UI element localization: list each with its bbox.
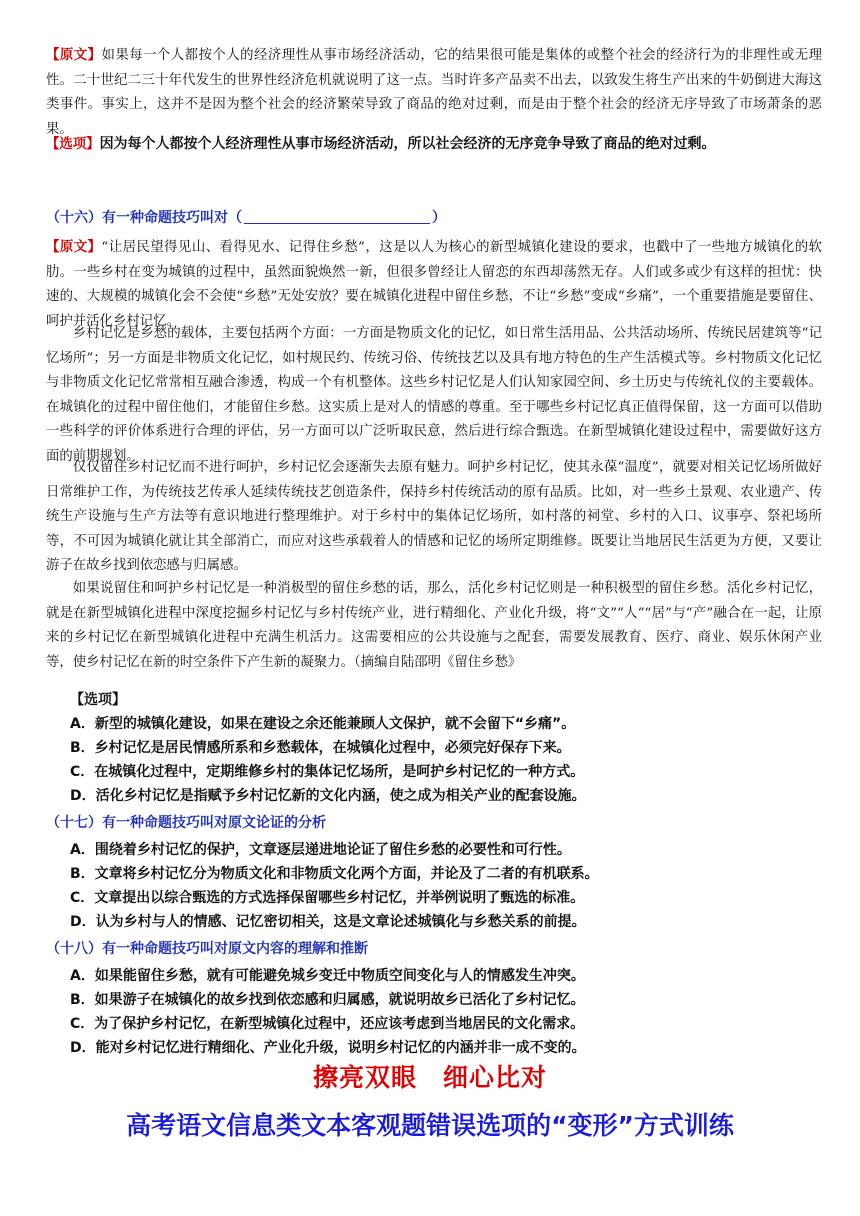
section-16-p3: 仅仅留住乡村记忆而不进行呵护，乡村记忆会逐渐失去原有魅力。呵护乡村记忆，使其永葆“温度”，就要对相关记忆场所做好日常维护工作，为传统技艺传承人延续传统技艺创造条件，保持乡村传统活动的原有品质。比如，对一些乡土景观、农业遗产、传统生产设施与生产方法等有意识地进行整理维护。对于乡村中的集体记忆场所，如村落的祠堂、乡村的入口、议事亭、祭祀场所等，不可因为城镇化就让其全部消亡，而应对这些承载着人的情感和记忆的场所定期维修。既要让当地居民生活更为方便，又要让游子在故乡找到依恋感与归属感。 (46, 460, 822, 574)
option-d: D．能对乡村记忆进行精细化、产业化升级，说明乡村记忆的内涵并非一成不变的。 (70, 1040, 586, 1056)
original-tag: 【原文】 (46, 240, 102, 255)
section-16-p4: 如果说留住和呵护乡村记忆是一种消极型的留住乡愁的话，那么，活化乡村记忆则是一种积极型的留住乡愁。活化乡村记忆，就是在新型城镇化进程中深度挖掘乡村记忆与乡村传统产业，进行精细化、产业化升级，将“文”“人”“居”与“产”融合在一起，让原来的乡村记忆在新型城镇化进程中充满生机活力。这需要相应的公共设施与之配套，需要发展教育、医疗、商业、娱乐休闲产业等，使乡村记忆在新的时空条件下产生新的凝聚力。（摘编自陆邵明《留住乡愁》 (46, 581, 822, 670)
paragraph-text: “让居民望得见山、看得见水、记得住乡愁”，这是以人为核心的新型城镇化建设的要求，也戳中了一些地方城镇化的软肋。一些乡村在变为城镇的过程中，虽然面貌焕然一新，但很多曾经让人留恋的东西却荡然无存。人们或多或少有这样的担忧：快速的、大规模的城镇化会不会使“乡愁”无处安放？要在城镇化进程中留住乡愁，不让“乡愁”变成“乡痛”，一个重要措施是要留住、呵护并活化乡村记忆。 (46, 240, 823, 329)
section-16-p1 (46, 236, 822, 334)
option-c: C．在城镇化过程中，定期维修乡村的集体记忆场所，是呵护乡村记忆的一种方式。 (70, 764, 585, 780)
option-tag: 【选项】 (46, 137, 100, 152)
option-text: 因为每个人都按个人经济理性从事市场经济活动，所以社会经济的无序竞争导致了商品的绝对过剩。 (99, 136, 716, 152)
option-a: A．如果能留住乡愁，就有可能避免城乡变迁中物质空间变化与人的情感发生冲突。 (70, 968, 585, 984)
section-16-heading (46, 207, 446, 229)
footer-title-blue: 高考语文信息类文本客观题错误选项的“变形”方式训练 (126, 1111, 734, 1140)
option-b: B．如果游子在城镇化的故乡找到依恋感和归属感，就说明故乡已活化了乡村记忆。 (70, 992, 585, 1008)
section-16-p2: 乡村记忆是乡愁的载体，主要包括两个方面：一方面是物质文化的记忆，如日常生活用品、公共活动场所、传统民居建筑等“记忆场所”；另一方面是非物质文化记忆，如村规民约、传统习俗、传统技艺以及具有地方特色的生产生活模式等。乡村物质文化记忆与非物质文化记忆常常相互融合渗透，构成一个有机整体。这些乡村记忆是人们认知家园空间、乡土历史与传统礼仪的主要载体。在城镇化的过程中留住他们，才能留住乡愁。这实质上是对人的情感的尊重。至于哪些乡村记忆真正值得保留，这一方面可以借助一些科学的评价体系进行合理的评估，另一方面可以广泛听取民意，然后进行综合甄选。在新型城镇化建设过程中，需要做好这方面的前期规划。 (46, 326, 822, 464)
option-1 (46, 133, 766, 156)
option-c: C．文章提出以综合甄选的方式选择保留哪些乡村记忆，并举例说明了甄选的标准。 (70, 890, 585, 906)
original-text-1 (46, 44, 822, 142)
option-a: A．新型的城镇化建设，如果在建设之余还能兼顾人文保护，就不会留下“乡痛”。 (70, 716, 576, 732)
options-label: 【选项】 (70, 692, 126, 708)
option-b: B．文章将乡村记忆分为物质文化和非物质文化两个方面，并论及了二者的有机联系。 (70, 866, 599, 882)
original-text-content: 如果每一个人都按个人的经济理性从事市场经济活动，它的结果很可能是集体的或整个社会的经济行为的非理性或无理性。二十世纪二三十年代发生的世界性经济危机就说明了这一点。当时许多产品卖不出去，以致发生将生产出来的牛奶倒进大海这类事件。事实上，这并不是因为整个社会的经济繁荣导致了商品的绝对过剩，而是由于整个社会的经济无序导致了市场萧条的恶果。 (46, 48, 823, 137)
footer-title-red: 擦亮双眼 细心比对 (312, 1063, 547, 1092)
section-17-heading: （十七）有一种命题技巧叫对原文论证的分析 (46, 815, 326, 831)
section-18-heading: （十八）有一种命题技巧叫对原文内容的理解和推断 (46, 941, 368, 957)
option-c: C．为了保护乡村记忆，在新型城镇化过程中，还应该考虑到当地居民的文化需求。 (70, 1016, 585, 1032)
original-tag: 【原文】 (46, 48, 102, 63)
option-b: B．乡村记忆是居民情感所系和乡愁载体，在城镇化过程中，必须完好保存下来。 (70, 740, 571, 756)
heading-text: （十六）有一种命题技巧叫对（ (46, 210, 242, 226)
option-d: D．活化乡村记忆是指赋予乡村记忆新的文化内涵，使之成为相关产业的配套设施。 (70, 788, 586, 804)
fill-blank-line (244, 209, 430, 224)
option-a: A．围绕着乡村记忆的保护，文章逐层递进地论证了留住乡愁的必要性和可行性。 (70, 842, 571, 858)
heading-close: ） (432, 210, 446, 226)
option-d: D．认为乡村与人的情感、记忆密切相关，这是文章论述城镇化与乡愁关系的前提。 (70, 914, 586, 930)
